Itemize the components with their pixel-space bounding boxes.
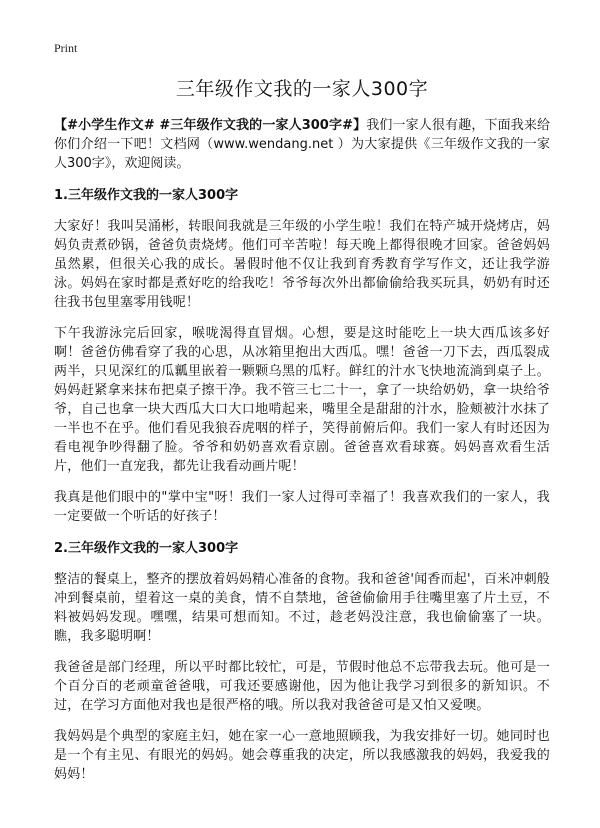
section-heading-1: 1.三年级作文我的一家人300字 xyxy=(54,188,239,203)
document-title: 三年级作文我的一家人300字 xyxy=(175,78,429,100)
section-2-paragraph-2: 我爸爸是部门经理，所以平时都比较忙，可是，节假时他总不忘带我去玩。他可是一个百分百的老顽童爸爸哦，可我还要感谢他，因为他让我学习到很多的新知识。不过，在学习方面他对我也是很严格的哦。所以我对我爸爸可是又怕又爱噢。 xyxy=(54,660,550,713)
section-2-paragraph-1: 整洁的餐桌上，整齐的摆放着妈妈精心准备的食物。我和爸爸'闻香而起'，百米冲刺般冲到餐桌前，望着这一桌的美食，情不自禁地，爸爸偷偷用手往嘴里塞了片土豆，不料被妈妈发现。嘿嘿，结果可想而知。不过，趁老妈没注意，我也偷偷塞了一块。瞧，我多聪明啊！ xyxy=(54,572,550,644)
section-2-paragraph-3: 我妈妈是个典型的家庭主妇，她在家一心一意地照顾我，为我安排好一切。她同时也是一个有主见、有眼光的妈妈。她会尊重我的决定，所以我感激我的妈妈，我爱我的妈妈！ xyxy=(54,729,550,782)
section-1-paragraph-3: 我真是他们眼中的"掌中宝"呀！我们一家人过得可幸福了！我喜欢我们的一家人，我一定要做一个听话的好孩子！ xyxy=(54,490,550,524)
section-heading-2: 2.三年级作文我的一家人300字 xyxy=(54,541,239,556)
section-1-paragraph-2: 下午我游泳完后回家，喉咙渴得直冒烟。心想，要是这时能吃上一块大西瓜该多好啊！爸爸仿佛看穿了我的心思，从冰箱里抱出大西瓜。嘿！爸爸一刀下去，西瓜裂成两半，只见深红的瓜瓤里嵌着一颗颗乌黑的瓜籽。鲜红的汁水飞快地流淌到桌子上。妈妈赶紧拿来抹布把桌子擦干净。我不管三七二十一，拿了一块给奶奶，拿一块给爷爷，自己也拿一块大西瓜大口大口地啃起来，嘴里全是甜甜的汁水，脸颊被汁水抹了一半也不在乎。他们看见我狼吞虎咽的样子，笑得前俯后仰。我们一家人有时还因为看电视争吵得翻了脸。爷爷和奶奶喜欢看京剧。爸爸喜欢看球赛。妈妈喜欢看生活片，他们一直宠我，都先让我看动画片呢！ xyxy=(54,326,550,474)
document-page xyxy=(54,40,550,796)
intro-text: 我们一家人很有趣，下面我来给你们介绍一下吧！文档网（www.wendang.net ）为大家提供《三年级作文我的一家人300字》，欢迎阅读。 xyxy=(54,118,550,171)
intro-tag: 【#小学生作文# #三年级作文我的一家人300字#】 xyxy=(54,118,367,133)
intro-paragraph xyxy=(54,116,550,173)
section-1-paragraph-1: 大家好！我叫吴涌彬，转眼间我就是三年级的小学生啦！我们在特产城开烧烤店，妈妈负责煮砂锅，爸爸负责烧烤。他们可辛苦啦！每天晚上都得很晚才回家。爸爸妈妈虽然累，但很关心我的成长。暑假时他不仅让我到育秀教育学写作文，还让我学游泳。妈妈在家时都是煮好吃的给我吃！爷爷每次外出都偷偷给我买玩具，奶奶有时还往我书包里塞零用钱呢！ xyxy=(54,219,550,310)
print-label[interactable]: Print xyxy=(54,41,78,55)
